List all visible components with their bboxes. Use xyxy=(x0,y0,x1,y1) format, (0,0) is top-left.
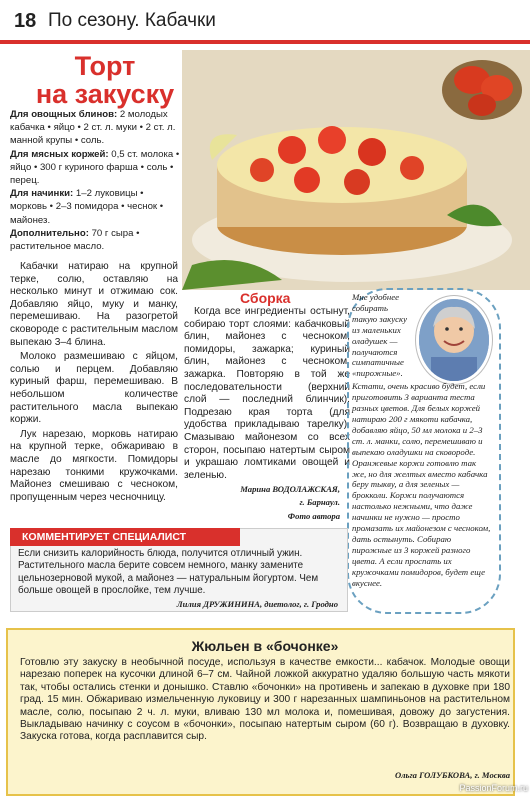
assembly-title: Сборка xyxy=(240,290,291,306)
julienne-text: Готовлю эту закуску в необычной посуде, используя в качестве емкости... кабачок. Молодые овощи нарезаю поперек на кусочки длиной 6–7 см. Чайной ложкой аккуратно удаляю большую часть мякоти так, чтобы остались стенки и донышко. Ставлю «бочонки» на противень и запекаю в духовке при 180 град. 15 мин. Обжариваю измельченную луковицу и 300 г нарезанных шампиньонов на растительном масле, солю, посыпаю 2 ч. л. муки, вливаю 130 мл молока и, помешивая, довожу до загустения. Выкладываю начинку с соусом в «бочонки», посыпаю натертым сыром (60 г). Возвращаю в духовку. Закуска готова, когда расплавится сыр. xyxy=(20,657,510,743)
recipe-title-line2: на закуску xyxy=(35,79,175,109)
cake-illustration xyxy=(182,50,530,290)
sidebar-para-2: Кстати, очень красиво будет, если приготовить 3 варианта теста разных цветов. Для белых коржей натираю 200 г мякоти кабачка, добавляю яйцо, 50 мл молока и 2–3 ст. л. манки, солю, перемешиваю и выпекаю оладушки на сковороде. Оранжевые коржи готовлю так же, но для желтых вместо кабачка беру тыкву, а для зеленых — брокколи. Коржи получаются настолько нежными, что даже начинки не нужно — просто промазать их майонезом с чесноком, дать остынуть. Собираю пирожные из 3 коржей разного цвета. А если проспать их кружочками помидоров, будет еще вкуснее. xyxy=(352,381,491,588)
ingredients-filling-head: Для начинки: xyxy=(10,188,74,200)
recipe-steps-col1 xyxy=(10,261,178,506)
watermark: PassionForum.ru xyxy=(459,783,528,793)
ingredients-pancakes-items: 2 молодых кабачка • яйцо • 2 ст. л. муки • 2 ст. л. манной крупы • соль. xyxy=(10,109,176,147)
author-city: г. Барнаул. xyxy=(299,497,340,507)
photo-credit: Фото автора xyxy=(287,511,340,521)
julienne-title: Жюльен в «бочонке» xyxy=(191,638,339,654)
expert-signature: Лилия ДРУЖИНИНА, диетолог, г. Гродно xyxy=(176,599,338,609)
recipe-title-line1: Торт xyxy=(74,51,136,81)
ingredients-pancakes-head: Для овощных блинов: xyxy=(10,109,118,120)
ingredients-meat-items: 0,5 ст. молока • яйцо • 300 г куриного фарша • соль • перец. xyxy=(10,148,180,187)
ingredients-meat-head: Для мясных коржей: xyxy=(10,148,109,160)
expert-text: Если снизить калорийность блюда, получится отличный ужин. Растительного масла берите совсем немного, манку замените цельнозерновой мукой, а майонез — натуральным йогуртом. Чем больше овощей в прослойке, тем лучше. xyxy=(18,548,319,597)
ingredients-filling-items: 1–2 луковицы • морковь • 2–3 помидора • чеснок • майонез. xyxy=(10,188,164,226)
recipe-step-3: Лук нарезаю, морковь натираю на крупной терке, обжариваю в масле до мягкости. Помидоры нарезаю тонкими кружочками. Майонез смешиваю с чесноком, пропущенным через чесночницу. xyxy=(10,428,178,503)
cake-photo xyxy=(182,50,530,290)
expert-label: КОММЕНТИРУЕТ СПЕЦИАЛИСТ xyxy=(10,528,240,546)
recipe-title xyxy=(30,52,180,108)
assembly-step: Когда все ингредиенты остынут, собираю торт слоями: кабачковый блин, майонез с чесноком, помидоры, зажарка; куриный блин, майонез с чесноком, зажарка. Повторяю в той же последовательности (верхний слой — последний блинчик). Подрезаю края торта (для удобства прикладываю тарелку). Смазываю майонезом со всех сторон, посыпаю натертым сыром и украшаю ломтиками овощей и зеленью. xyxy=(184,306,350,481)
ingredients-list xyxy=(10,108,180,253)
recipe-step-1: Кабачки натираю на крупной терке, солю, оставляю на несколько минут и отжимаю сок. Добавляю яйцо, муку и манку, перемешиваю. На разогретой сковороде с растительным маслом выпекаю 3–4 блина. xyxy=(10,261,178,348)
recipe-steps-col2 xyxy=(184,306,350,482)
julienne-signature: Ольга ГОЛУБКОВА, г. Москва xyxy=(394,770,510,780)
sidebar-para-1: Мне удобнее собирать такую закуску из маленьких оладушек — получаются симпатичные «пирожные». xyxy=(352,292,408,379)
page-number: 18 xyxy=(14,10,37,32)
section-title: По сезону. Кабачки xyxy=(48,10,216,31)
author-name: Марина ВОДОЛАЖСКАЯ, xyxy=(240,484,340,494)
header-rule xyxy=(0,40,530,44)
recipe-step-2: Молоко размешиваю с яйцом, солью и перцем. Добавляю куриный фарш, перемешиваю. В небольшом количестве растительного масла выпекаю коржи. xyxy=(10,351,178,426)
sidebar-note xyxy=(352,292,492,588)
ingredients-extra-head: Дополнительно: xyxy=(10,227,89,239)
ingredients-extra-items: 70 г сыра • растительное масло. xyxy=(10,227,140,253)
